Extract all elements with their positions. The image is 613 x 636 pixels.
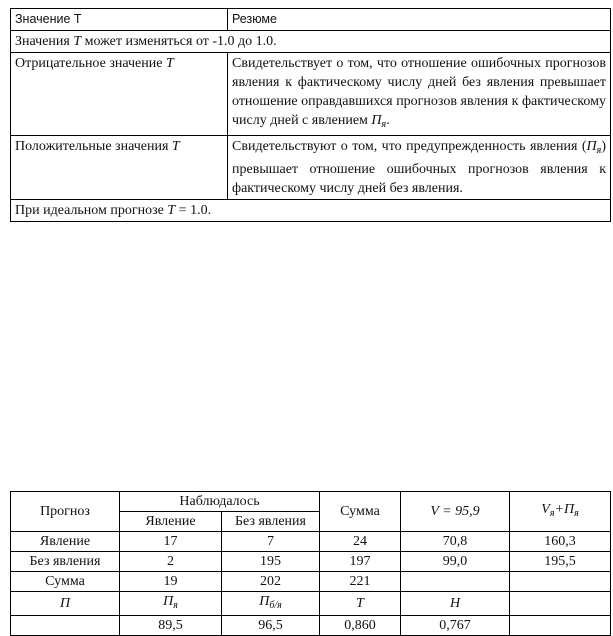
header-v: V = 95,9 <box>401 492 510 532</box>
summary-header-row <box>11 9 611 31</box>
cell-no-event: 202 <box>222 572 320 592</box>
header-summary: Резюме <box>228 9 611 31</box>
table-row <box>11 552 611 572</box>
cell-no-event: 195 <box>222 552 320 572</box>
cell-vp: 195,5 <box>510 552 611 572</box>
metric-pb-value: 96,5 <box>222 616 320 636</box>
cell-v: 70,8 <box>401 532 510 552</box>
metric-h-label: H <box>401 592 510 616</box>
contingency-table <box>10 491 611 636</box>
header-no-event: Без явления <box>222 512 320 532</box>
cell-no-event: 7 <box>222 532 320 552</box>
contingency-header-row-1 <box>11 492 611 512</box>
cell-v <box>401 572 510 592</box>
metric-pe-value: 89,5 <box>120 616 222 636</box>
metric-pe-label: $П_я$ <box>120 592 222 616</box>
metric-h-value: 0,767 <box>401 616 510 636</box>
metric-pb-label: $П_{б/я}$ <box>222 592 320 616</box>
summary-table <box>10 8 611 222</box>
header-v-plus-p: $V_я+П_я$ <box>510 492 611 532</box>
cell-event: 2 <box>120 552 222 572</box>
positive-label: Положительные значения T <box>11 136 228 200</box>
range-note-row <box>11 31 611 53</box>
metric-p-label: П <box>11 592 120 616</box>
ideal-forecast-note: При идеальном прогнозе T = 1.0. <box>11 200 611 222</box>
cell-vp: 160,3 <box>510 532 611 552</box>
table-row <box>11 572 611 592</box>
header-value-t: Значение Т <box>11 9 228 31</box>
range-note: Значения T может изменяться от -1.0 до 1.0. <box>11 31 611 53</box>
negative-label: Отрицательное значение T <box>11 53 228 136</box>
positive-value-row <box>11 136 611 200</box>
metric-t-value: 0,860 <box>320 616 401 636</box>
header-event: Явление <box>120 512 222 532</box>
cell-vp <box>510 572 611 592</box>
metric-label-row <box>11 592 611 616</box>
row-label: Без явления <box>11 552 120 572</box>
cell-sum: 221 <box>320 572 401 592</box>
negative-value-row <box>11 53 611 136</box>
ideal-forecast-row <box>11 200 611 222</box>
cell-sum: 24 <box>320 532 401 552</box>
negative-description: Свидетельствует о том, что отношение ошибочных прогнозов явления к фактическому числу дней без явления превышает отношение оправдавшихся прогнозов явления к фактическому числу дней с явлением $П_я$. <box>228 53 611 136</box>
metric-t-label: T <box>320 592 401 616</box>
header-forecast: Прогноз <box>11 492 120 532</box>
table-row <box>11 532 611 552</box>
cell-event: 19 <box>120 572 222 592</box>
row-label: Явление <box>11 532 120 552</box>
cell-sum: 197 <box>320 552 401 572</box>
header-sum: Сумма <box>320 492 401 532</box>
cell-v: 99,0 <box>401 552 510 572</box>
header-observed: Наблюдалось <box>120 492 320 512</box>
row-label: Сумма <box>11 572 120 592</box>
metric-empty-cell <box>510 592 611 616</box>
positive-description: Свидетельствуют о том, что предупрежденность явления $(П_я)$ превышает отношение ошибочных прогнозов явления к фактическому числу дней без явления. <box>228 136 611 200</box>
cell-event: 17 <box>120 532 222 552</box>
